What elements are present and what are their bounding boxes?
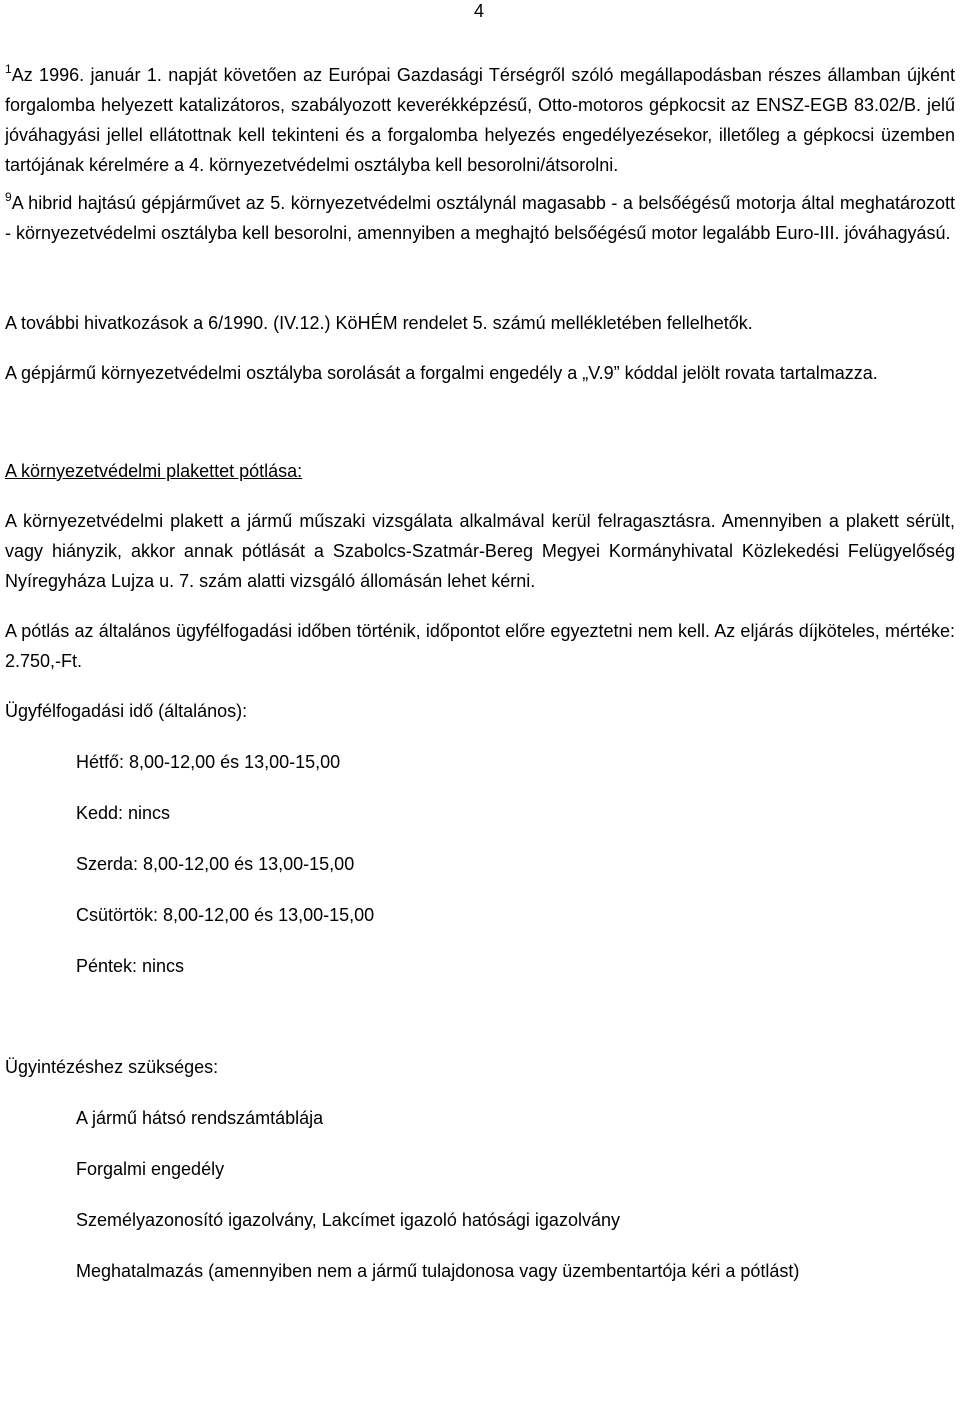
replacement-heading: A környezetvédelmi plakettet pótlása: bbox=[5, 461, 303, 481]
footnote-9 bbox=[5, 188, 955, 248]
hours-heading: Ügyfélfogadási idő (általános): bbox=[5, 701, 248, 721]
footnote-text: A hibrid hajtású gépjárművet az 5. környezetvédelmi osztálynál magasabb - a belsőégésű motorja által meghatározott - környezetvédelmi osztályba kell besorolni, amennyiben a meghajtó belsőégésű motor legalább Euro-III. jóváhagyású. bbox=[5, 193, 955, 243]
requirement-item: Személyazonosító igazolvány, Lakcímet igazoló hatósági igazolvány bbox=[76, 1210, 620, 1230]
document-body bbox=[5, 60, 955, 1307]
hours-item-monday: Hétfő: 8,00-12,00 és 13,00-15,00 bbox=[76, 752, 341, 772]
footnote-mark: 1 bbox=[5, 62, 12, 76]
replacement-paragraph: A környezetvédelmi plakett a jármű műszaki vizsgálata alkalmával kerül felragasztásra. Amennyiben a plakett sérült, vagy hiányzik, akkor annak pótlását a Szabolcs-Szatmár-Bereg Megyei Kormányhivatal Közlekedési Felügyelőség Nyíregyháza Lujza u. 7. szám alatti vizsgáló állomásán lehet kérni. bbox=[5, 511, 955, 591]
requirement-item: Meghatalmazás (amennyiben nem a jármű tulajdonosa vagy üzembentartója kéri a pótlást) bbox=[76, 1261, 800, 1281]
footnote-1 bbox=[5, 60, 955, 180]
requirements-list bbox=[5, 1103, 955, 1286]
hours-item-thursday: Csütörtök: 8,00-12,00 és 13,00-15,00 bbox=[76, 905, 375, 925]
references-paragraph: A további hivatkozások a 6/1990. (IV.12.) KöHÉM rendelet 5. számú mellékletében fellelhetők. bbox=[5, 313, 753, 333]
page-number: 4 bbox=[474, 1, 485, 21]
footnote-mark: 9 bbox=[5, 190, 12, 204]
hours-item-friday: Péntek: nincs bbox=[76, 956, 185, 976]
hours-item-tuesday: Kedd: nincs bbox=[76, 803, 171, 823]
requirement-item: A jármű hátsó rendszámtáblája bbox=[76, 1108, 324, 1128]
requirements-heading: Ügyintézéshez szükséges: bbox=[5, 1057, 219, 1077]
footnote-text: Az 1996. január 1. napját követően az Európai Gazdasági Térségről szóló megállapodásban részes államban újként forgalomba helyezett katalizátoros, szabályozott keverékképzésű, Otto-motoros gépkocsit az ENSZ-EGB 83.02/B. jelű jóváhagyási jellel ellátottnak kell tekinteni és a forgalomba helyezés engedélyezésekor, illetőleg a gépkocsi üzemben tartójának kérelmére a 4. környezetvédelmi osztályba kell besorolni/átsorolni. bbox=[5, 65, 955, 175]
hours-item-wednesday: Szerda: 8,00-12,00 és 13,00-15,00 bbox=[76, 854, 355, 874]
fee-paragraph: A pótlás az általános ügyfélfogadási időben történik, időpontot előre egyeztetni nem kell. Az eljárás díjköteles, mértéke: 2.750,-Ft. bbox=[5, 621, 955, 671]
hours-list bbox=[5, 747, 955, 981]
requirement-item: Forgalmi engedély bbox=[76, 1159, 225, 1179]
registration-note: A gépjármű környezetvédelmi osztályba sorolását a forgalmi engedély a „V.9” kóddal jelölt rovata tartalmazza. bbox=[5, 363, 878, 383]
